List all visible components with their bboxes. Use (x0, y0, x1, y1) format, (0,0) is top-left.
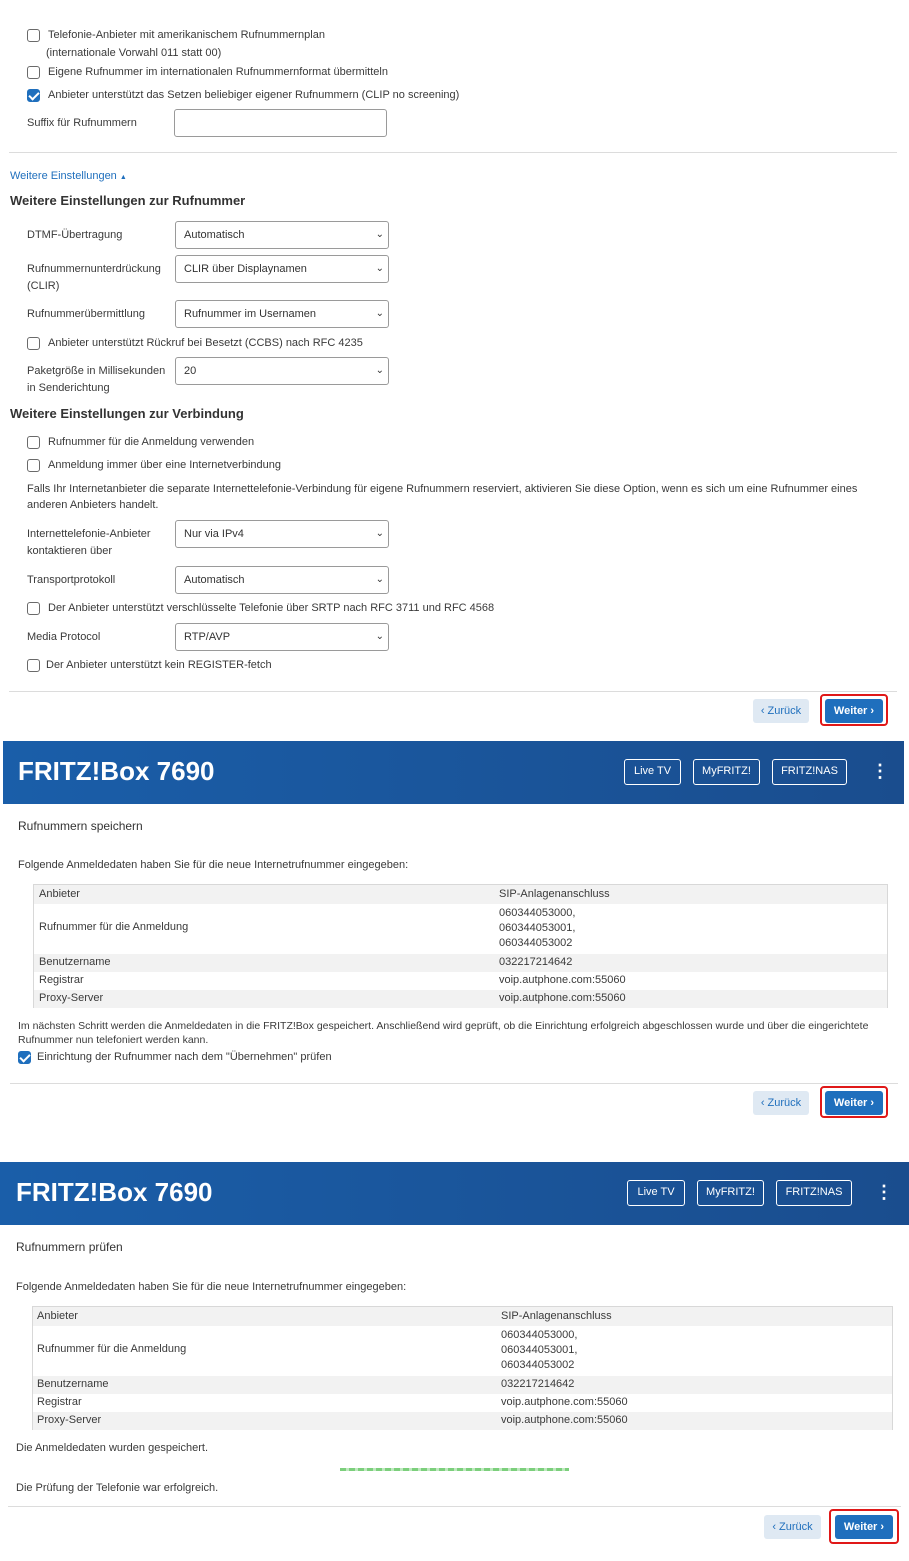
cb-american-plan-label: Telefonie-Anbieter mit amerikanischem Rufnummernplan (48, 29, 325, 41)
transmit-select[interactable]: Rufnummer im Usernamen ⌄ (175, 300, 389, 328)
heading-connection-settings: Weitere Einstellungen zur Verbindung (10, 406, 244, 421)
table-value: 032217214642 (501, 1378, 575, 1390)
table-value: voip.autphone.com:55060 (499, 992, 626, 1004)
chevron-down-icon: ⌄ (375, 574, 384, 585)
chevron-down-icon: ⌄ (375, 229, 384, 240)
table-key: Benutzername (39, 956, 111, 968)
table-row (33, 1376, 892, 1394)
table-row (34, 990, 887, 1008)
media-label: Media Protocol (27, 631, 101, 643)
table-row (33, 1326, 892, 1376)
table-value: SIP-Anlagenanschluss (501, 1310, 612, 1322)
table-key: Anbieter (37, 1310, 78, 1322)
note-line-2: Rufnummer nun telefoniert werden kann. (18, 1034, 209, 1046)
cb-clip-no-screening[interactable] (27, 89, 40, 102)
table-value: 032217214642 (499, 956, 573, 968)
kebab-menu-icon[interactable]: ⋮ (875, 1182, 893, 1202)
dtmf-label: DTMF-Übertragung (27, 229, 123, 241)
table-row (34, 904, 887, 954)
table-key: Anbieter (39, 888, 80, 900)
table-value: SIP-Anlagenanschluss (499, 888, 610, 900)
progress-bar (340, 1468, 569, 1471)
chevron-right-icon: › (880, 1521, 885, 1533)
cb-american-plan[interactable] (27, 29, 40, 42)
back-button[interactable]: ‹ Zurück (753, 1091, 809, 1115)
cb-always-inet-label: Anmeldung immer über eine Internetverbindung (48, 459, 281, 471)
contact-label-2: kontaktieren über (27, 545, 112, 557)
live-tv-button[interactable]: Live TV (624, 759, 681, 785)
table-value: 060344053002 (499, 937, 573, 949)
intro-text: Folgende Anmeldedaten haben Sie für die neue Internetrufnummer eingegeben: (16, 1281, 407, 1293)
note-line-1: Im nächsten Schritt werden die Anmeldedaten in die FRITZ!Box gespeichert. Anschließend wird geprüft, ob die Einrichtung erfolgreich abgeschlossen wurde und über die eingerichtete (18, 1020, 869, 1032)
chevron-down-icon: ⌄ (375, 365, 384, 376)
table-row (33, 1307, 892, 1326)
chevron-down-icon: ⌄ (375, 308, 384, 319)
transmit-label: Rufnummerübermittlung (27, 308, 145, 320)
packet-label-1: Paketgröße in Millisekunden (27, 365, 166, 377)
back-button[interactable]: ‹ Zurück (764, 1515, 821, 1539)
table-row (34, 885, 887, 904)
chevron-right-icon: › (870, 705, 875, 717)
clir-label-2: (CLIR) (27, 280, 60, 292)
chevron-right-icon: › (870, 1097, 875, 1109)
saved-text: Die Anmeldedaten wurden gespeichert. (16, 1442, 209, 1454)
intro-text: Folgende Anmeldedaten haben Sie für die neue Internetrufnummer eingegeben: (18, 859, 409, 871)
chevron-down-icon: ⌄ (375, 263, 384, 274)
cb-ccbs[interactable] (27, 337, 40, 350)
divider (8, 1506, 901, 1507)
cb-intl-format-label: Eigene Rufnummer im internationalen Rufnummernformat übermitteln (48, 66, 388, 78)
back-button[interactable]: ‹ Zurück (753, 699, 809, 723)
suffix-label: Suffix für Rufnummern (27, 117, 137, 129)
transport-select[interactable]: Automatisch ⌄ (175, 566, 389, 594)
page-title: Rufnummern prüfen (16, 1240, 123, 1254)
more-settings-link[interactable]: Weitere Einstellungen ▲ (10, 170, 127, 182)
cb-verify-after-apply[interactable] (18, 1051, 31, 1064)
table-value: 060344053001, (501, 1344, 578, 1356)
cb-register-fetch[interactable] (27, 659, 40, 672)
table-key: Benutzername (37, 1378, 109, 1390)
table-value: voip.autphone.com:55060 (501, 1414, 628, 1426)
table-value: 060344053000, (501, 1329, 578, 1341)
cb-american-plan-sublabel: (internationale Vorwahl 011 statt 00) (46, 47, 222, 59)
summary-table (33, 884, 888, 1008)
brand-title: FRITZ!Box 7690 (16, 1177, 213, 1207)
myfritz-button[interactable]: MyFRITZ! (693, 759, 760, 785)
table-value: 060344053000, (499, 907, 576, 919)
table-row (33, 1412, 892, 1430)
live-tv-button[interactable]: Live TV (627, 1180, 685, 1206)
divider (9, 152, 897, 153)
dtmf-select[interactable]: Automatisch ⌄ (175, 221, 389, 249)
summary-table (32, 1306, 893, 1430)
info-text: Falls Ihr Internetanbieter die separate Internettelefonie-Verbindung für eigene Rufnummern reserviert, aktivieren Sie diese Option, wenn es sich um eine Rufnummer eines anderen Anbieters handelt. (27, 483, 858, 511)
myfritz-button[interactable]: MyFRITZ! (697, 1180, 764, 1206)
chevron-down-icon: ⌄ (375, 631, 384, 642)
next-button[interactable]: Weiter › (835, 1515, 893, 1539)
cb-srtp-label: Der Anbieter unterstützt verschlüsselte Telefonie über SRTP nach RFC 3711 und RFC 4568 (48, 602, 495, 614)
table-row (33, 1394, 892, 1412)
chevron-left-icon: ‹ (760, 705, 765, 717)
page-title: Rufnummern speichern (18, 819, 143, 833)
table-key: Rufnummer für die Anmeldung (37, 1343, 187, 1355)
cb-use-number[interactable] (27, 436, 40, 449)
suffix-input[interactable] (174, 109, 387, 137)
kebab-menu-icon[interactable]: ⋮ (871, 761, 889, 781)
table-key: Proxy-Server (39, 992, 104, 1004)
brand-title: FRITZ!Box 7690 (18, 756, 215, 786)
chevron-left-icon: ‹ (760, 1097, 765, 1109)
cb-use-number-label: Rufnummer für die Anmeldung verwenden (48, 436, 255, 448)
next-button[interactable]: Weiter › (825, 1091, 883, 1115)
media-select[interactable]: RTP/AVP ⌄ (175, 623, 389, 651)
table-row (34, 954, 887, 972)
chevron-left-icon: ‹ (772, 1521, 776, 1533)
table-value: voip.autphone.com:55060 (501, 1396, 628, 1408)
packet-label-2: in Senderichtung (27, 382, 110, 394)
table-value: 060344053001, (499, 922, 576, 934)
divider (9, 691, 897, 692)
contact-select[interactable]: Nur via IPv4 ⌄ (175, 520, 389, 548)
table-value: voip.autphone.com:55060 (499, 974, 626, 986)
caret-up-icon: ▲ (119, 174, 127, 181)
cb-verify-after-apply-label: Einrichtung der Rufnummer nach dem "Übernehmen" prüfen (37, 1051, 332, 1063)
success-text: Die Prüfung der Telefonie war erfolgreich. (16, 1482, 219, 1494)
table-key: Registrar (39, 974, 84, 986)
contact-label-1: Internettelefonie-Anbieter (27, 528, 151, 540)
cb-register-fetch-label: Der Anbieter unterstützt kein REGISTER-fetch (46, 659, 272, 671)
divider (10, 1083, 898, 1084)
fritznas-button[interactable]: FRITZ!NAS (776, 1180, 852, 1206)
table-key: Rufnummer für die Anmeldung (39, 921, 189, 933)
cb-srtp[interactable] (27, 602, 40, 615)
cb-ccbs-label: Anbieter unterstützt Rückruf bei Besetzt (CCBS) nach RFC 4235 (48, 337, 363, 349)
table-value: 060344053002 (501, 1359, 575, 1371)
cb-always-inet[interactable] (27, 459, 40, 472)
clir-select[interactable]: CLIR über Displaynamen ⌄ (175, 255, 389, 283)
fritznas-button[interactable]: FRITZ!NAS (772, 759, 847, 785)
packet-select[interactable]: 20 ⌄ (175, 357, 389, 385)
table-key: Proxy-Server (37, 1414, 102, 1426)
table-key: Registrar (37, 1396, 82, 1408)
next-button[interactable]: Weiter › (825, 699, 883, 723)
transport-label: Transportprotokoll (27, 574, 116, 586)
cb-clip-no-screening-label: Anbieter unterstützt das Setzen beliebiger eigener Rufnummern (CLIP no screening) (48, 89, 460, 101)
chevron-down-icon: ⌄ (375, 528, 384, 539)
heading-number-settings: Weitere Einstellungen zur Rufnummer (10, 193, 246, 208)
clir-label-1: Rufnummernunterdrückung (27, 263, 161, 275)
cb-intl-format[interactable] (27, 66, 40, 79)
table-row (34, 972, 887, 990)
